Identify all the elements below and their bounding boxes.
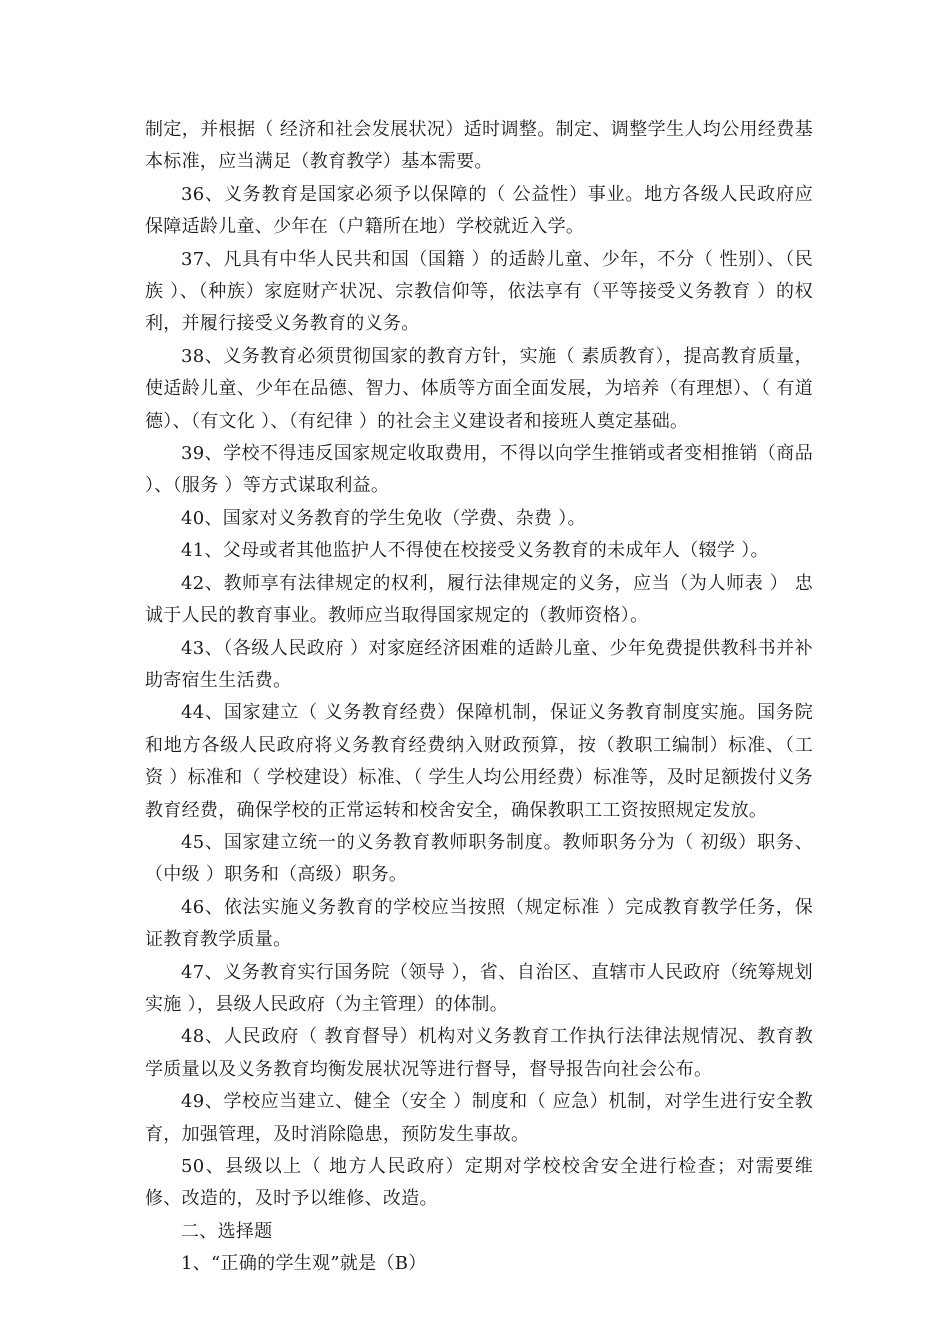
paragraph-item-41: 41、父母或者其他监护人不得使在校接受义务教育的未成年人（辍学 ）。 xyxy=(181,540,769,562)
document-body xyxy=(145,114,813,1281)
paragraph-item-44: 44、国家建立（ 义务教育经费）保障机制，保证义务教育制度实施。国务院和地方各级人民政府将义务教育经费纳入财政预算，按（教职工编制）标准、（工资 ）标准和（ 学校建设）标准、（ 学生人均公用经费）标准等，及时足额拨付义务教育经费，确保学校的正常运转和校舍安全，确保教职工工资按照规定发放。 xyxy=(145,702,813,821)
paragraph-item-40: 40、国家对义务教育的学生免收（学费、杂费 ）。 xyxy=(181,507,586,529)
paragraph-item-37: 37、凡具有中华人民共和国（国籍 ）的适龄儿童、少年，不分（ 性别）、（民族 ）、（种族）家庭财产状况、宗教信仰等，依法享有（平等接受义务教育 ）的权利，并履行接受义务教育的义务。 xyxy=(145,248,813,335)
paragraph-item-43: 43、（各级人民政府 ）对家庭经济困难的适龄儿童、少年免费提供教科书并补助寄宿生生活费。 xyxy=(145,637,813,691)
paragraph-item-49: 49、学校应当建立、健全（安全 ）制度和（ 应急）机制，对学生进行安全教育，加强管理，及时消除隐患，预防发生事故。 xyxy=(145,1091,813,1145)
paragraph-continuation: 制定，并根据（ 经济和社会发展状况）适时调整。制定、调整学生人均公用经费基本标准，应当满足（教育教学）基本需要。 xyxy=(145,119,813,173)
paragraph-item-42: 42、教师享有法律规定的权利，履行法律规定的义务，应当（为人师表 ） 忠诚于人民的教育事业。教师应当取得国家规定的（教师资格）。 xyxy=(145,572,813,627)
paragraph-item-46: 46、依法实施义务教育的学校应当按照（规定标准 ）完成教育教学任务，保证教育教学质量。 xyxy=(145,896,813,951)
paragraph-item-36: 36、义务教育是国家必须予以保障的（ 公益性）事业。地方各级人民政府应保障适龄儿童、少年在（户籍所在地）学校就近入学。 xyxy=(145,183,813,238)
question-item-1: 1、“正确的学生观”就是（B） xyxy=(181,1253,427,1275)
section-heading: 二、选择题 xyxy=(181,1220,273,1242)
paragraph-item-47: 47、义务教育实行国务院（领导 ），省、自治区、直辖市人民政府（统筹规划实施 ），县级人民政府（为主管理）的体制。 xyxy=(145,961,813,1015)
paragraph-item-48: 48、人民政府（ 教育督导）机构对义务教育工作执行法律法规情况、教育教学质量以及义务教育均衡发展状况等进行督导，督导报告向社会公布。 xyxy=(145,1026,813,1080)
paragraph-item-45: 45、国家建立统一的义务教育教师职务制度。教师职务分为（ 初级）职务、（中级 ）职务和（高级）职务。 xyxy=(145,831,813,886)
paragraph-item-50: 50、县级以上（ 地方人民政府）定期对学校校舍安全进行检查；对需要维修、改造的，及时予以维修、改造。 xyxy=(145,1156,813,1210)
paragraph-item-39: 39、学校不得违反国家规定收取费用，不得以向学生推销或者变相推销（商品 ）、（服务 ）等方式谋取利益。 xyxy=(145,443,813,497)
paragraph-item-38: 38、义务教育必须贯彻国家的教育方针，实施（ 素质教育），提高教育质量，使适龄儿童、少年在品德、智力、体质等方面全面发展，为培养（有理想）、（ 有道德）、（有文化 ）、（有纪律 ）的社会主义建设者和接班人奠定基础。 xyxy=(145,345,813,432)
